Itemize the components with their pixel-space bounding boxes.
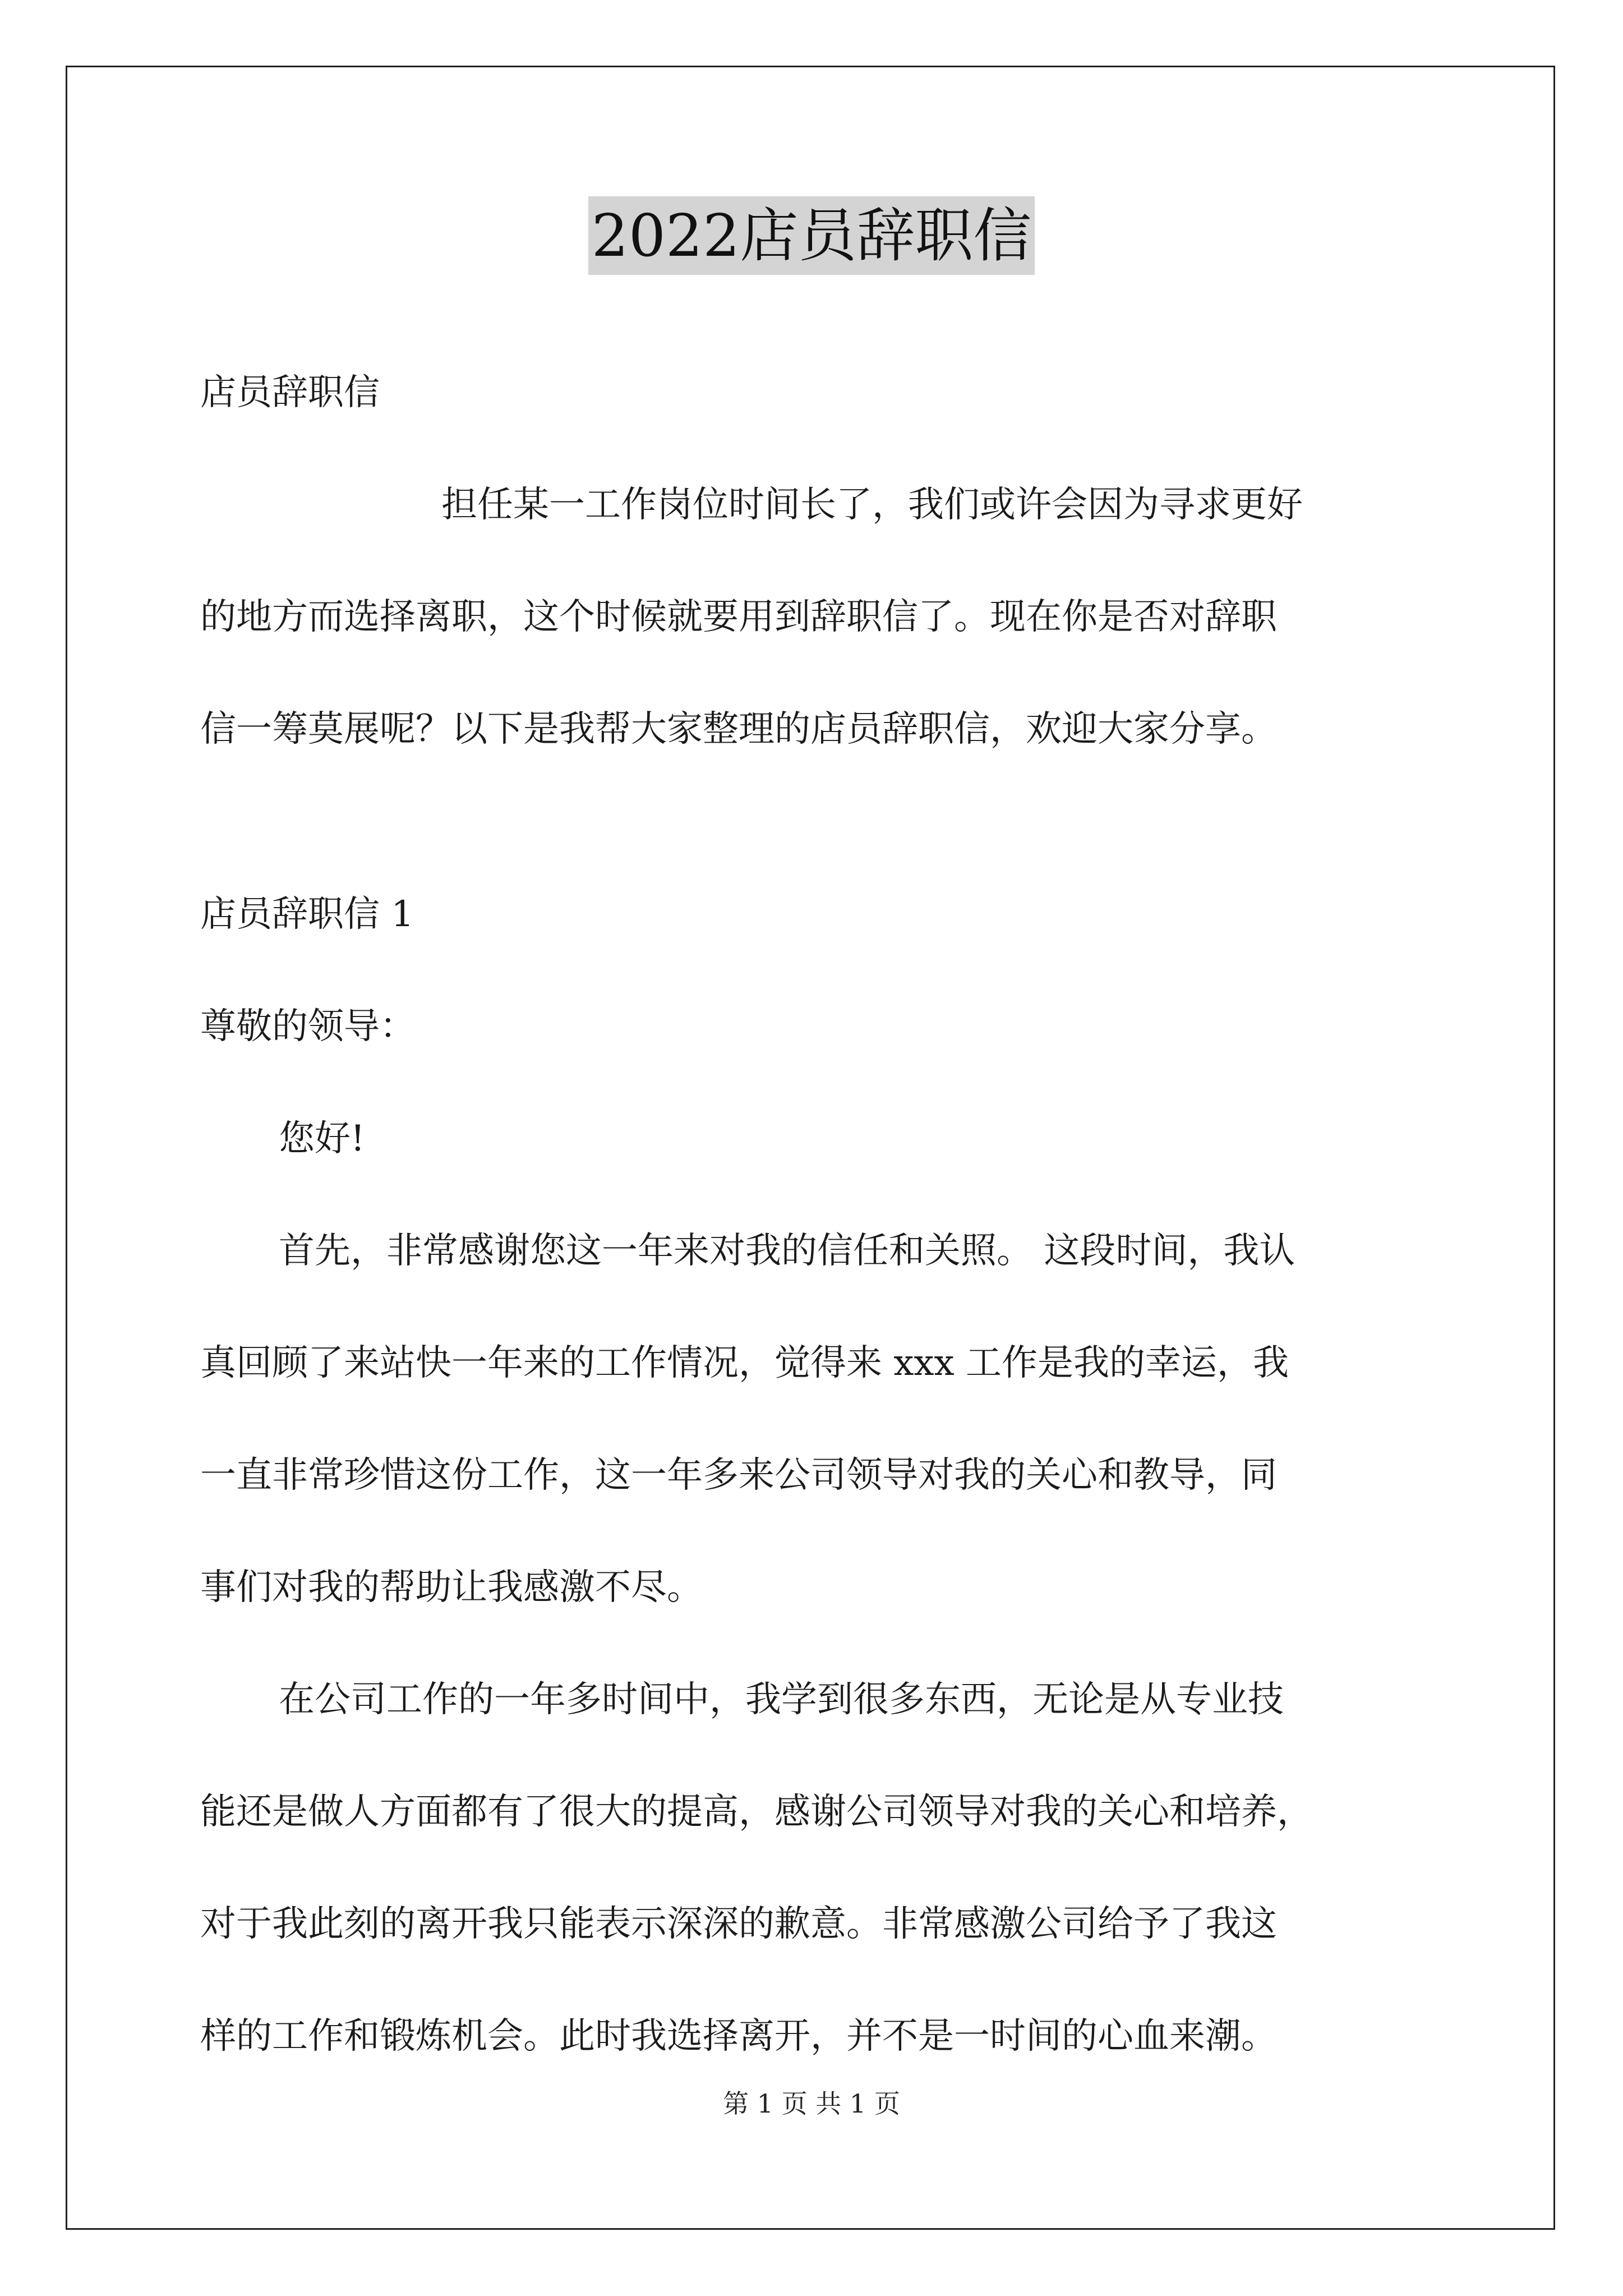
paragraph-line: 首先，非常感谢您这一年来对我的信任和关照。 这段时间，我认	[279, 1230, 1295, 1272]
document-title: 2022店员辞职信	[588, 196, 1035, 275]
paragraph-line: 样的工作和锻炼机会。此时我选择离开，并不是一时间的心血来潮。	[200, 2016, 1277, 2057]
subtitle: 店员辞职信	[200, 372, 380, 413]
paragraph-line: 能还是做人方面都有了很大的提高，感谢公司领导对我的关心和培养，	[200, 1791, 1313, 1833]
salutation: 尊敬的领导：	[200, 1006, 416, 1047]
paragraph-line: 事们对我的帮助让我感激不尽。	[200, 1567, 703, 1608]
greeting: 您好!	[279, 1118, 365, 1159]
intro-line: 的地方而选择离职，这个时候就要用到辞职信了。现在你是否对辞职	[200, 596, 1277, 638]
intro-line: 信一筹莫展呢？以下是我帮大家整理的店员辞职信，欢迎大家分享。	[200, 708, 1277, 750]
paragraph-line: 在公司工作的一年多时间中，我学到很多东西，无论是从专业技	[279, 1679, 1284, 1720]
intro-line: 担任某一工作岗位时间长了，我们或许会因为寻求更好	[441, 484, 1303, 526]
paragraph-line: 一直非常珍惜这份工作，这一年多来公司领导对我的关心和教导，同	[200, 1455, 1277, 1496]
page-footer	[0, 2087, 1623, 2120]
spacer	[200, 785, 1428, 858]
page-number: 第 1 页 共 1 页	[723, 2088, 900, 2119]
paragraph-line: 对于我此刻的离开我只能表示深深的歉意。非常感激公司给予了我这	[200, 1903, 1277, 1945]
letter-heading: 店员辞职信 1	[200, 894, 414, 935]
paragraph-line: 真回顾了来站快一年来的工作情况，觉得来 xxx 工作是我的幸运，我	[200, 1342, 1289, 1384]
document-body	[200, 337, 1428, 2092]
title-container	[0, 196, 1623, 275]
